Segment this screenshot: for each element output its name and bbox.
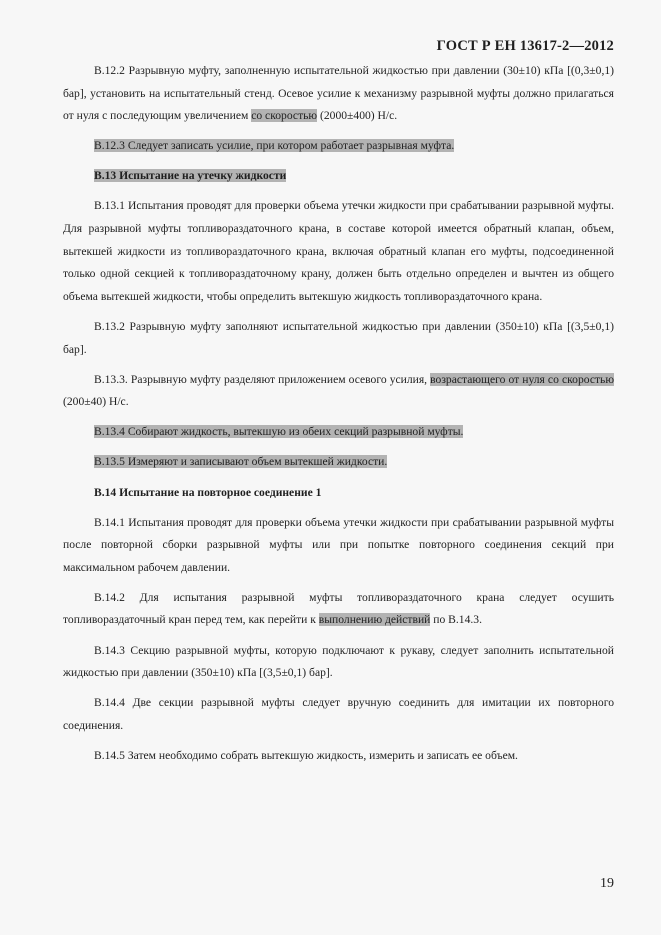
page-number: 19 [600, 876, 614, 891]
paragraph [63, 195, 614, 308]
text-segment: B.13.1 Испытания проводят для проверки объема утечки жидкости при срабатывании разрывной муфты. Для разрывной муфты топливораздаточного крана, в составе которой имеется обратный клапан, объем, вытекшей жидкости из топливораздаточного крана, включая обратный клапан его муфты, подсоединенной только одной секцией к топливораздаточному крану, должен быть отдельно определен и вычтен из общего объема вытекшей жидкости, чтобы определить вытекшую жидкость топливораздаточного крана. [63, 199, 614, 303]
section-heading [63, 482, 614, 505]
highlighted-text: возрастающего от нуля со скоростью [430, 372, 614, 386]
highlighted-text: выполнению действий [318, 613, 431, 627]
text-segment: B.14.5 Затем необходимо собрать вытекшую жидкость, измерить и записать ее объем. [94, 748, 518, 762]
paragraph [63, 316, 614, 361]
text-segment: (200±40) Н/с. [63, 395, 129, 409]
paragraph [63, 512, 614, 580]
text-segment: по B.14.3. [430, 613, 482, 627]
paragraph [63, 587, 614, 632]
paragraph [63, 369, 614, 414]
document-body [63, 60, 614, 775]
text-segment: B.13.3. Разрывную муфту разделяют приложением осевого усилия, [94, 372, 431, 386]
section-heading [63, 165, 614, 188]
paragraph [63, 640, 614, 685]
highlighted-text: B.12.3 Следует записать усилие, при котором работает разрывная муфта. [94, 139, 455, 153]
highlighted-text: B.13.5 Измеряют и записывают объем вытекшей жидкости. [94, 455, 388, 469]
text-segment: B.12.2 Разрывную муфту, заполненную испытательной жидкостью при давлении (30±10) кПа [(0,3±0,1) бар], установить на испытательный стенд. Осевое усилие к механизму разрывной муфты должно прилагаться от нуля с последующим увеличением [63, 64, 614, 123]
paragraph [63, 421, 614, 444]
text-segment: B.14.3 Секцию разрывной муфты, которую подключают к рукаву, следует заполнить испытательной жидкостью при давлении (350±10) кПа [(3,5±0,1) бар]. [63, 643, 614, 680]
paragraph [63, 745, 614, 768]
text-segment: B.14.2 Для испытания разрывной муфты топливораздаточного крана следует осушить топливораздаточный кран перед тем, как перейти к [63, 590, 614, 627]
paragraph [63, 451, 614, 474]
text-segment: B.13.2 Разрывную муфту заполняют испытательной жидкостью при давлении (350±10) кПа [(3,5±0,1) бар]. [63, 319, 614, 356]
document-code-header: ГОСТ Р ЕН 13617-2—2012 [436, 38, 614, 54]
paragraph [63, 692, 614, 737]
text-segment: B.14 Испытание на повторное соединение 1 [94, 485, 322, 499]
text-segment: B.14.4 Две секции разрывной муфты следует вручную соединить для имитации их повторного соединения. [63, 696, 614, 732]
paragraph [63, 60, 614, 128]
highlighted-text: B.13.4 Собирают жидкость, вытекшую из обеих секций разрывной муфты. [94, 425, 464, 439]
highlighted-text: B.13 Испытание на утечку жидкости [94, 169, 287, 183]
text-segment: (2000±400) Н/с. [317, 109, 398, 123]
highlighted-text: со скоростью [251, 109, 318, 123]
text-segment: B.14.1 Испытания проводят для проверки объема утечки жидкости при срабатывании разрывной муфты после повторной сборки разрывной муфты или при попытке повторного соединения секций при максимальном рабочем давлении. [63, 515, 614, 574]
paragraph [63, 135, 614, 158]
